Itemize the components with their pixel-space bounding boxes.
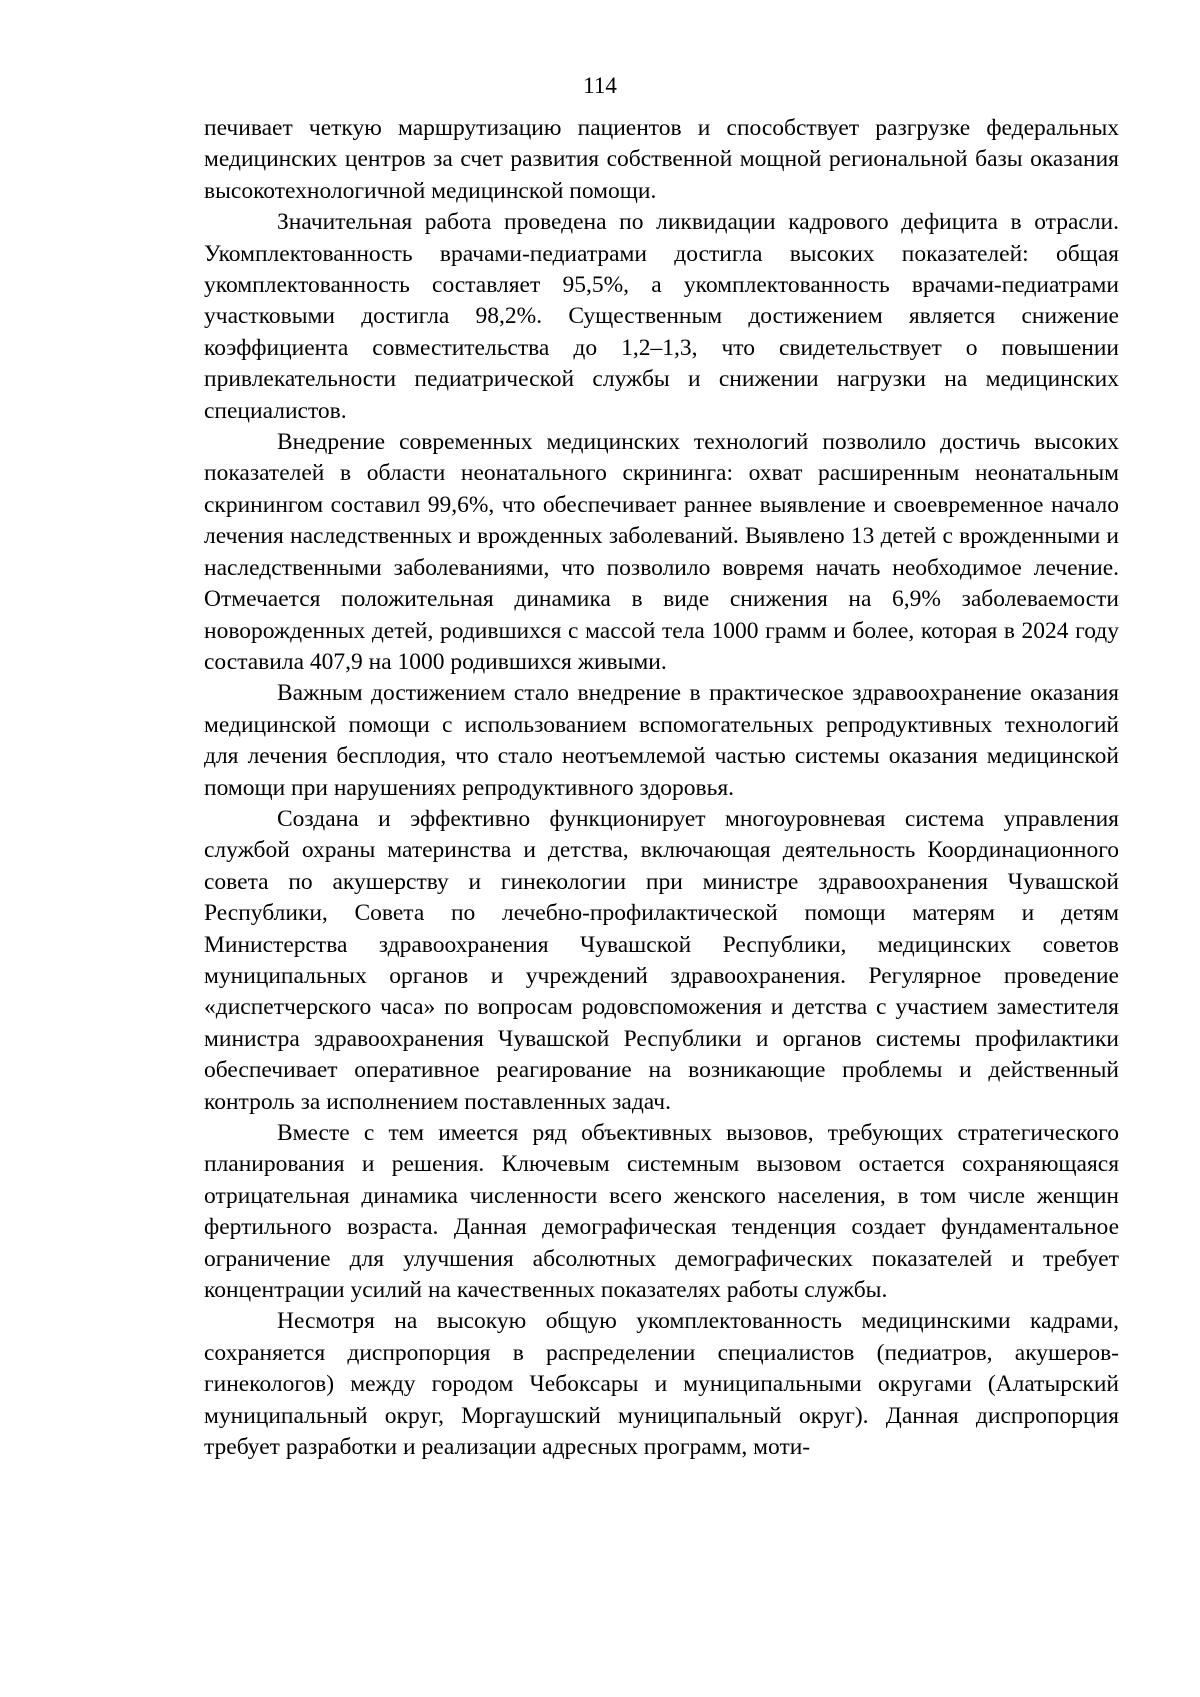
paragraph-reproductive-technologies: Важным достижением стало внедрение в практическое здравоохранение оказания медицинской помощи с использованием вспомогательных репродуктивных технологий для лечения бесплодия, что стало неотъемлемой частью системы оказания медицинской помощи при нарушениях репродуктивного здоровья. <box>204 680 1119 801</box>
paragraph-management-system: Создана и эффективно функционирует многоуровневая система управления службой охраны материнства и детства, включающая деятельность Координационного совета по акушерству и гинекологии при министре здравоохранения Чувашской Республики, Совета по лечебно-профилактической помощи матерям и детям Министерства здравоохранения Чувашской Республики, медицинских советов муниципальных органов и учреждений здравоохранения. Регулярное проведение «диспетчерского часа» по вопросам родовспоможения и детства с участием заместителя министра здравоохранения Чувашской Республики и органов системы профилактики обеспечивает оперативное реагирование на возникающие проблемы и действенный контроль за исполнением поставленных задач. <box>204 805 1119 1115</box>
paragraph-staff-disproportion: Несмотря на высокую общую укомплектованность медицинскими кадрами, сохраняется диспропорция в распределении специалистов (педиатров, акушеров-гинекологов) между городом Чебоксары и муниципальными округами (Алатырский муниципальный округ, Моргаушский муниципальный округ). Данная диспропорция требует разработки и реализации адресных программ, моти- <box>204 1308 1119 1461</box>
document-body <box>204 113 1119 1463</box>
paragraph-challenges: Вместе с тем имеется ряд объективных вызовов, требующих стратегического планирования и решения. Ключевым системным вызовом остается сохраняющаяся отрицательная динамика численности всего женского населения, в том числе женщин фертильного возраста. Данная демографическая тенденция создает фундаментальное ограничение для улучшения абсолютных демографических показателей и требует концентрации усилий на качественных показателях работы службы. <box>204 1120 1119 1304</box>
page-number: 114 <box>583 73 617 98</box>
paragraph-staffing: Значительная работа проведена по ликвидации кадрового дефицита в отрасли. Укомплектованность врачами-педиатрами достигла высоких показателей: общая укомплектованность составляет 95,5%, а укомплектованность врачами-педиатрами участковыми достигла 98,2%. Существенным достижением является снижение коэффициента совместительства до 1,2–1,3, что свидетельствует о повышении привлекательности педиатрической службы и снижении нагрузки на медицинских специалистов. <box>204 209 1119 424</box>
paragraph-continuation: печивает четкую маршрутизацию пациентов и способствует разгрузке федеральных медицинских центров за счет развития собственной мощной региональной базы оказания высокотехнологичной медицинской помощи. <box>204 115 1119 204</box>
paragraph-neonatal-screening: Внедрение современных медицинских технологий позволило достичь высоких показателей в области неонатального скрининга: охват расширенным неонатальным скринингом составил 99,6%, что обеспечивает раннее выявление и своевременное начало лечения наследственных и врожденных заболеваний. Выявлено 13 детей с врожденными и наследственными заболеваниями, что позволило вовремя начать необходимое лечение. Отмечается положительная динамика в виде снижения на 6,9% заболеваемости новорожденных детей, родившихся с массой тела 1000 грамм и более, которая в 2024 году составила 407,9 на 1000 родившихся живыми. <box>204 429 1119 675</box>
